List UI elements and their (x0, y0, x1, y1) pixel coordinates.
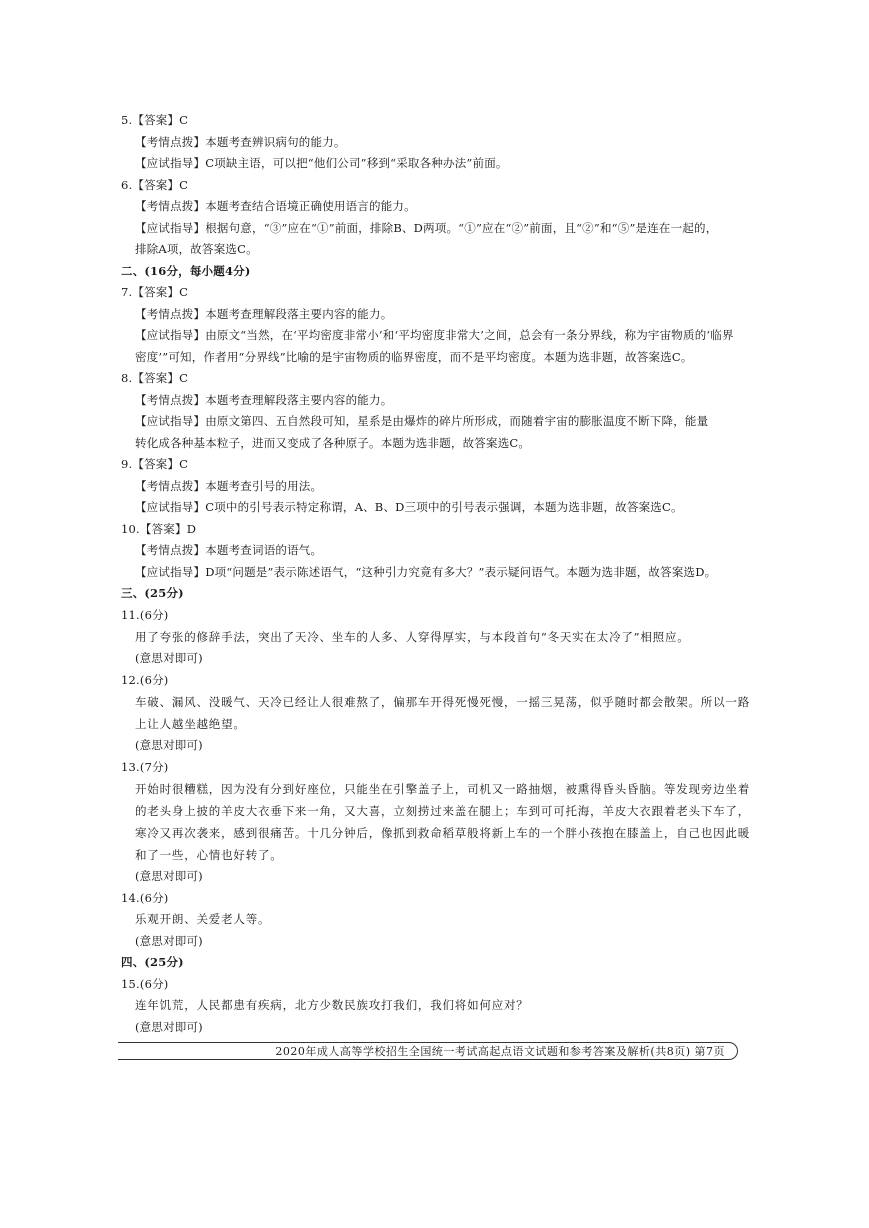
q6-zhidao-2: 排除A项，故答案选C。 (135, 242, 258, 256)
q9-zhidao: 【应试指导】C项中的引号表示特定称谓，A、B、D三项中的引号表示强调，本题为选非题，故答案选C。 (135, 500, 683, 514)
q8-kaoqing: 【考情点拨】本题考查理解段落主要内容的能力。 (135, 392, 393, 407)
q11-body: 用了夸张的修辞手法，突出了天冷、坐车的人多、人穿得厚实，与本段首句“冬天实在太冷了”相照应。 (135, 630, 690, 644)
q5-answer: 5.【答案】C (121, 113, 189, 127)
answer-key-content (121, 110, 761, 1038)
q12-body: 车破、漏风、没暖气、天冷已经让人很难熬了，偏那车开得死慢死慢，一摇三晃荡，似乎随时都会散架。所以一路上让人越坐越绝望。 (135, 695, 750, 731)
q7-kaoqing: 【考情点拨】本题考查理解段落主要内容的能力。 (135, 306, 393, 321)
q6-zhidao-1: 【应试指导】根据句意，“③”应在“①”前面，排除B、D两项。“①”应在“②”前面，且“②”和“⑤”是连在一起的， (135, 220, 718, 235)
q7-zhidao-2: 密度’”可知，作者用“分界线”比喻的是宇宙物质的临界密度，而不是平均密度。本题为选非题，故答案选C。 (135, 349, 693, 364)
q5-zhidao: 【应试指导】C项缺主语，可以把“他们公司”移到“采取各种办法”前面。 (135, 156, 508, 170)
q13-note: (意思对即可) (135, 869, 203, 883)
q7-zhidao-1: 【应试指导】由原文“当然，在‘平均密度非常小’和‘平均密度非常大’之间，总会有一条分界线，称为宇宙物质的‘临界 (135, 328, 734, 342)
q10-zhidao: 【应试指导】D项“问题是”表示陈述语气，“这种引力究竟有多大？”表示疑问语气。本题为选非题，故答案选D。 (135, 564, 717, 579)
section-4-heading: 四、(25分) (121, 955, 184, 969)
q15-body: 连年饥荒，人民都患有疾病，北方少数民族攻打我们，我们将如何应对？ (135, 998, 529, 1012)
q7-answer: 7.【答案】C (121, 285, 189, 299)
q8-zhidao-1: 【应试指导】由原文第四、五自然段可知，星系是由爆炸的碎片所形成，而随着宇宙的膨胀温度不断下降，能量 (135, 414, 709, 428)
q14-note: (意思对即可) (135, 933, 203, 948)
q6-answer: 6.【答案】C (121, 177, 189, 192)
q12-label: 12.(6分) (121, 672, 169, 687)
q9-kaoqing: 【考情点拨】本题考查引号的用法。 (135, 478, 323, 493)
section-2-heading: 二、(16分，每小题4分) (121, 263, 251, 278)
q11-label: 11.(6分) (121, 607, 169, 622)
q14-body: 乐观开朗、关爱老人等。 (135, 912, 271, 926)
q13-body: 开始时很糟糕，因为没有分到好座位，只能坐在引擎盖子上，司机又一路抽烟，被熏得昏头昏脑。等发现旁边坐着的老头身上披的羊皮大衣垂下来一角，又大喜，立刻捞过来盖在腿上；车到可可托海，羊皮大衣跟着老头下车了，寒冷又再次袭来，感到很痛苦。十几分钟后，像抓到救命稻草般将新上车的一个胖小孩抱在膝盖上，自己也因此暖和了一些，心情也好转了。 (135, 782, 750, 862)
q15-label: 15.(6分) (121, 976, 169, 991)
q9-answer: 9.【答案】C (121, 457, 189, 471)
q10-answer: 10.【答案】D (121, 521, 197, 536)
q11-note: (意思对即可) (135, 651, 203, 665)
q5-kaoqing: 【考情点拨】本题考查辨识病句的能力。 (135, 134, 346, 149)
q8-zhidao-2: 转化成各种基本粒子，进而又变成了各种原子。本题为选非题，故答案选C。 (135, 435, 531, 450)
q6-kaoqing: 【考情点拨】本题考查结合语境正确使用语言的能力。 (135, 199, 416, 213)
page-footer: 2020年成人高等学校招生全国统一考试高起点语文试题和参考答案及解析(共8页) 第7页 (130, 1042, 738, 1060)
q10-kaoqing: 【考情点拨】本题考查词语的语气。 (135, 543, 323, 557)
q12-note: (意思对即可) (135, 738, 203, 752)
q15-note: (意思对即可) (135, 1019, 203, 1034)
q14-label: 14.(6分) (121, 890, 169, 905)
footer-frame-left (118, 1042, 130, 1060)
section-3-heading: 三、(25分) (121, 586, 184, 600)
q8-answer: 8.【答案】C (121, 371, 189, 385)
q13-label: 13.(7分) (121, 759, 169, 774)
